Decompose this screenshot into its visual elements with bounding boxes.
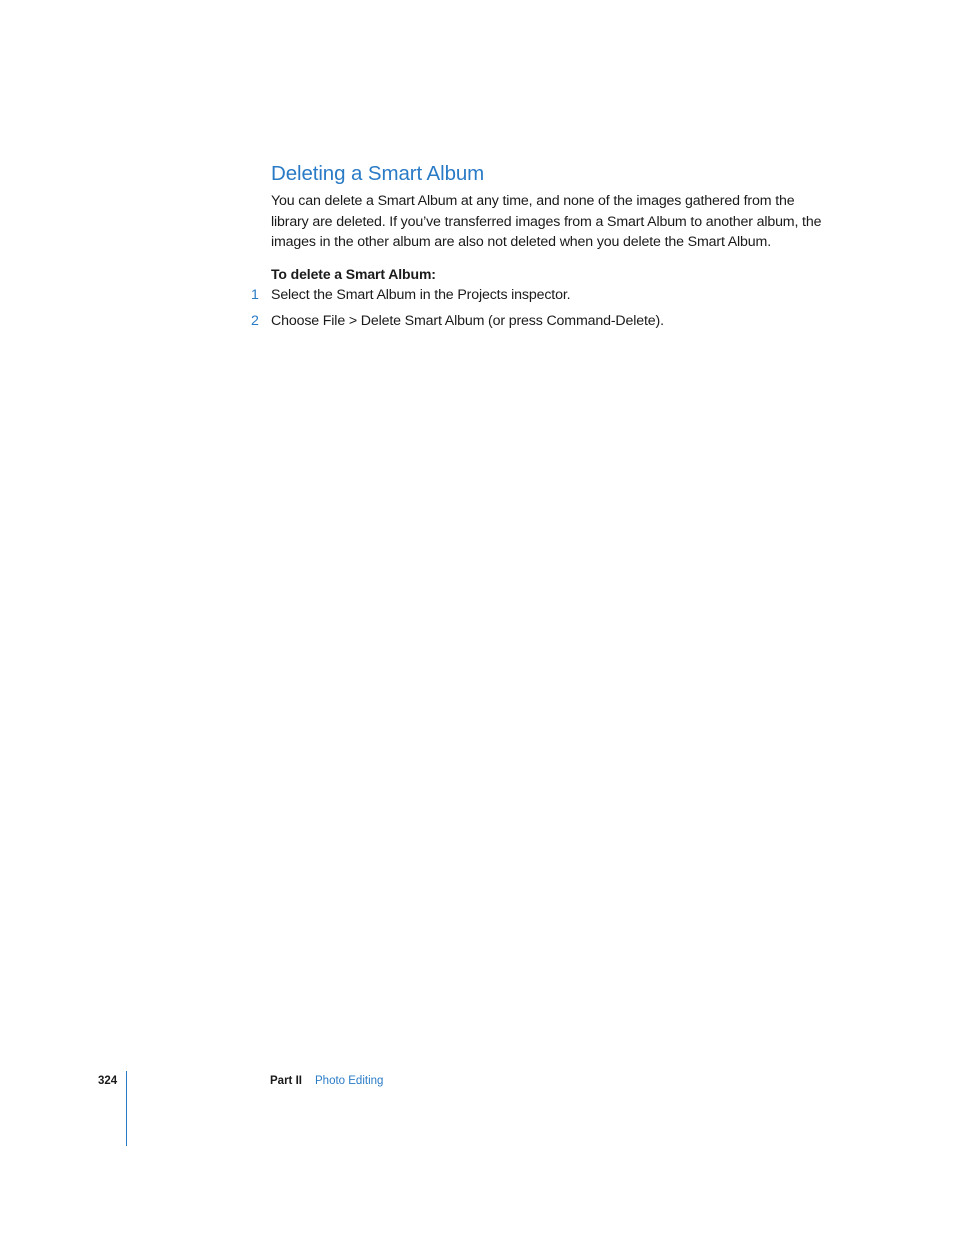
section-body: You can delete a Smart Album at any time, and none of the images gathered from the library are deleted. If you’ve transferred images from a Smart Album to another album, the images in the other album are also not deleted when you delete the Smart Album. [271,193,822,251]
step-number: 2 [251,312,259,329]
footer-divider [126,1071,127,1146]
step-text: Select the Smart Album in the Projects inspector. [271,286,571,303]
step-item [251,311,831,331]
step-number: 1 [251,286,259,303]
main-content [251,161,831,337]
footer-chapter-label: Photo Editing [315,1075,384,1087]
step-text: Choose File > Delete Smart Album (or press Command-Delete). [271,312,664,329]
step-item [251,285,831,305]
task-heading: To delete a Smart Album: [271,265,436,282]
footer-part-label: Part II [270,1075,302,1087]
page-number: 324 [98,1075,118,1087]
section-title: Deleting a Smart Album [271,162,485,185]
step-list [251,285,831,331]
